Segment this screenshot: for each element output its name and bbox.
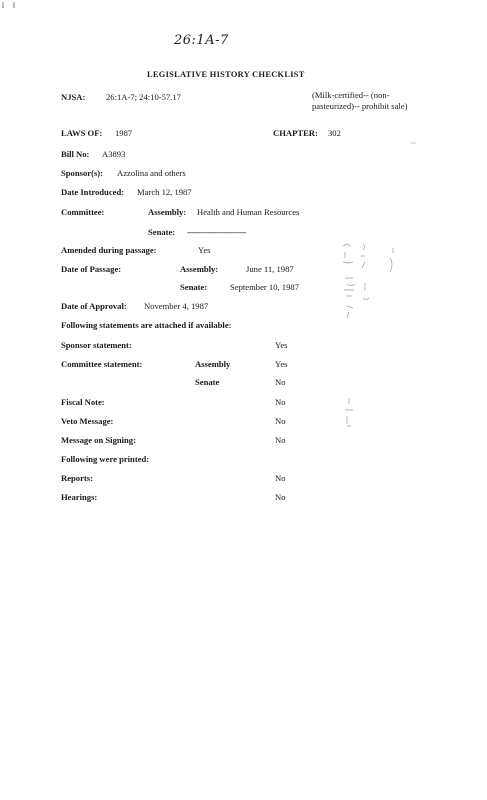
- passage-assembly-value: June 11, 1987: [246, 264, 294, 274]
- committee-statement-label: Committee statement:: [61, 359, 143, 369]
- hearings-value: No: [275, 492, 286, 502]
- introduced-value: March 12, 1987: [137, 187, 192, 197]
- approval-label: Date of Approval:: [61, 301, 127, 311]
- chapter-label: CHAPTER:: [273, 128, 318, 138]
- document-title: LEGISLATIVE HISTORY CHECKLIST: [147, 70, 305, 79]
- passage-assembly-label: Assembly:: [180, 264, 219, 274]
- scan-marks-top-left: [0, 0, 30, 12]
- committee-statement-senate-label: Senate: [195, 377, 220, 387]
- passage-senate-label: Senate:: [180, 282, 208, 292]
- margin-tick-mark: [408, 140, 418, 150]
- njsa-note: (Milk-certified-- (non-pasteurized)-- prohibit sale): [312, 90, 408, 111]
- sponsor-statement-label: Sponsor statement:: [61, 340, 132, 350]
- sponsor-label: Sponsor(s):: [61, 168, 104, 178]
- njsa-value: 26:1A-7; 24:10-57.17: [106, 92, 181, 102]
- handwritten-citation: 26:1A-7: [174, 33, 229, 48]
- njsa-label: NJSA:: [61, 92, 86, 102]
- faint-stamp-marks: [335, 238, 415, 438]
- signing-message-label: Message on Signing:: [61, 435, 136, 445]
- chapter-value: 302: [328, 128, 341, 138]
- fiscal-note-value: No: [275, 397, 286, 407]
- signing-message-value: No: [275, 435, 286, 445]
- bill-value: A3893: [102, 149, 126, 159]
- veto-message-label: Veto Message:: [61, 416, 114, 426]
- committee-senate-value: --------------------------: [187, 227, 246, 237]
- committee-statement-senate-value: No: [275, 377, 286, 387]
- committee-assembly-value: Health and Human Resources: [197, 207, 300, 217]
- laws-label: LAWS OF:: [61, 128, 103, 138]
- committee-senate-label: Senate:: [148, 227, 176, 237]
- passage-label: Date of Passage:: [61, 264, 122, 274]
- amended-value: Yes: [198, 245, 211, 255]
- fiscal-note-label: Fiscal Note:: [61, 397, 105, 407]
- veto-message-value: No: [275, 416, 286, 426]
- laws-value: 1987: [115, 128, 133, 138]
- committee-assembly-label: Assembly:: [148, 207, 187, 217]
- introduced-label: Date Introduced:: [61, 187, 125, 197]
- sponsor-statement-value: Yes: [275, 340, 288, 350]
- printed-heading: Following were printed:: [61, 454, 150, 464]
- committee-label: Committee:: [61, 207, 105, 217]
- bill-label: Bill No:: [61, 149, 90, 159]
- attached-heading: Following statements are attached if available:: [61, 320, 232, 330]
- approval-value: November 4, 1987: [144, 301, 209, 311]
- committee-statement-assembly-label: Assembly: [195, 359, 231, 369]
- passage-senate-value: September 10, 1987: [230, 282, 299, 292]
- reports-label: Reports:: [61, 473, 93, 483]
- committee-statement-assembly-value: Yes: [275, 359, 288, 369]
- amended-label: Amended during passage:: [61, 245, 157, 255]
- reports-value: No: [275, 473, 286, 483]
- hearings-label: Hearings:: [61, 492, 98, 502]
- sponsor-value: Azzolina and others: [117, 168, 186, 178]
